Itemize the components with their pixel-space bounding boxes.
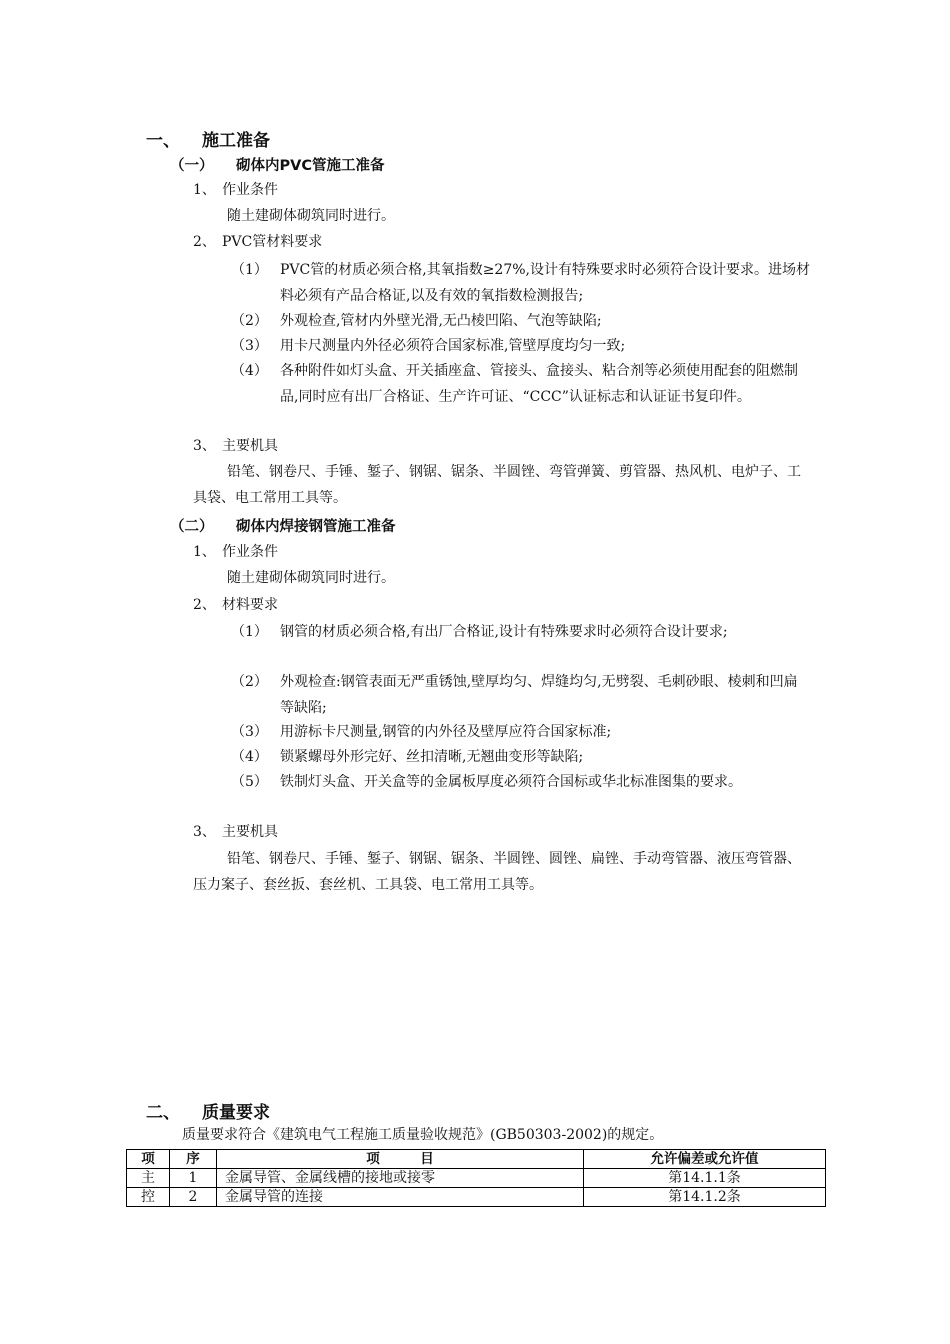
sub1-item1-text: 随土建砌体砌筑同时进行。 xyxy=(227,208,395,224)
sub1-item2-sub4-number: （4） xyxy=(231,363,268,379)
section1-number: 一、 xyxy=(146,131,180,151)
sub2-item1-title: 作业条件 xyxy=(222,544,278,560)
sub2-item2-title: 材料要求 xyxy=(222,597,278,613)
sub2-item2-sub1-number: （1） xyxy=(231,624,268,640)
section2-title: 质量要求 xyxy=(202,1103,270,1123)
sub2-item2-sub3-number: （3） xyxy=(231,724,268,740)
sub1-item2-sub4-text: 各种附件如灯头盒、开关插座盒、管接头、盒接头、粘合剂等必须使用配套的阻燃制品,同时应有出厂合格证、生产许可证、“CCC”认证标志和认证证书复印件。 xyxy=(280,363,798,405)
sub1-item2-number: 2、 xyxy=(193,234,216,250)
sub2-item2-sub1-text: 钢管的材质必须合格,有出厂合格证,设计有特殊要求时必须符合设计要求; xyxy=(280,624,728,640)
sub2-item2-number: 2、 xyxy=(193,597,216,613)
sub1-item2-sub1-text: PVC管的材质必须合格,其氧指数≥27%,设计有特殊要求时必须符合设计要求。进场材料必须有产品合格证,以及有效的氧指数检测报告; xyxy=(280,262,810,304)
sub2-item1-number: 1、 xyxy=(193,544,216,560)
cell-item: 金属导管的连接 xyxy=(217,1188,584,1207)
sub2-item2-sub5-text: 铁制灯头盒、开关盒等的金属板厚度必须符合国标或华北标准图集的要求。 xyxy=(280,774,742,790)
sub2-item2-sub2-text: 外观检查:钢管表面无严重锈蚀,壁厚均匀、焊缝均匀,无劈裂、毛刺砂眼、棱刺和凹扁等缺陷; xyxy=(280,674,798,716)
sub2-item2-sub5-number: （5） xyxy=(231,774,268,790)
sub2-title: 砌体内焊接钢管施工准备 xyxy=(236,519,396,535)
sub2-item2-sub4-text: 锁紧螺母外形完好、丝扣清晰,无翘曲变形等缺陷; xyxy=(280,749,584,765)
sub2-item1-text: 随土建砌体砌筑同时进行。 xyxy=(227,570,395,586)
sub2-item2-sub3-text: 用游标卡尺测量,钢管的内外径及壁厚应符合国家标准; xyxy=(280,724,612,740)
sub1-number: （一） xyxy=(170,158,214,174)
sub1-item2-sub3-text: 用卡尺测量内外径必须符合国家标准,管壁厚度均匀一致; xyxy=(280,338,626,354)
sub2-item3-number: 3、 xyxy=(193,824,216,840)
section2-intro: 质量要求符合《建筑电气工程施工质量验收规范》(GB50303-2002)的规定。 xyxy=(182,1127,664,1143)
sub1-item3-text: 铅笔、钢卷尺、手锤、錾子、钢锯、锯条、半圆锉、弯管弹簧、剪管器、热风机、电炉子、工具袋、电工常用工具等。 xyxy=(193,464,801,506)
table-row xyxy=(127,1169,826,1188)
header-value: 允许偏差或允许值 xyxy=(584,1150,826,1169)
header-seq: 序 xyxy=(170,1150,217,1169)
cell-value: 第14.1.2条 xyxy=(584,1188,826,1207)
cell-group: 控 xyxy=(127,1188,170,1207)
sub2-number: （二） xyxy=(170,519,214,535)
sub1-item1-title: 作业条件 xyxy=(222,182,278,198)
sub2-item3-title: 主要机具 xyxy=(222,824,278,840)
cell-value: 第14.1.1条 xyxy=(584,1169,826,1188)
sub1-item2-sub3-number: （3） xyxy=(231,338,268,354)
sub1-item3-title: 主要机具 xyxy=(222,438,278,454)
sub1-item2-sub2-text: 外观检查,管材内外壁光滑,无凸棱凹陷、气泡等缺陷; xyxy=(280,313,602,329)
sub1-item2-sub2-number: （2） xyxy=(231,313,268,329)
cell-seq: 2 xyxy=(170,1188,217,1207)
sub1-item2-title: PVC管材料要求 xyxy=(222,234,323,250)
sub2-item2-sub4-number: （4） xyxy=(231,749,268,765)
cell-group: 主 xyxy=(127,1169,170,1188)
cell-seq: 1 xyxy=(170,1169,217,1188)
header-group: 项 xyxy=(127,1150,170,1169)
sub1-item2-sub1-number: （1） xyxy=(231,262,268,278)
sub1-item3-number: 3、 xyxy=(193,438,216,454)
header-item: 项 目 xyxy=(217,1150,584,1169)
cell-item: 金属导管、金属线槽的接地或接零 xyxy=(217,1169,584,1188)
quality-table xyxy=(126,1149,826,1207)
section1-title: 施工准备 xyxy=(202,131,270,151)
sub2-item2-sub2-number: （2） xyxy=(231,674,268,690)
sub2-item3-text: 铅笔、钢卷尺、手锤、錾子、钢锯、锯条、半圆锉、圆锉、扁锉、手动弯管器、液压弯管器、压力案子、套丝扳、套丝机、工具袋、电工常用工具等。 xyxy=(193,851,801,893)
sub1-title: 砌体内PVC管施工准备 xyxy=(236,158,385,174)
table-row xyxy=(127,1188,826,1207)
sub1-item1-number: 1、 xyxy=(193,182,216,198)
section2-number: 二、 xyxy=(146,1103,180,1123)
table-header-row xyxy=(127,1150,826,1169)
